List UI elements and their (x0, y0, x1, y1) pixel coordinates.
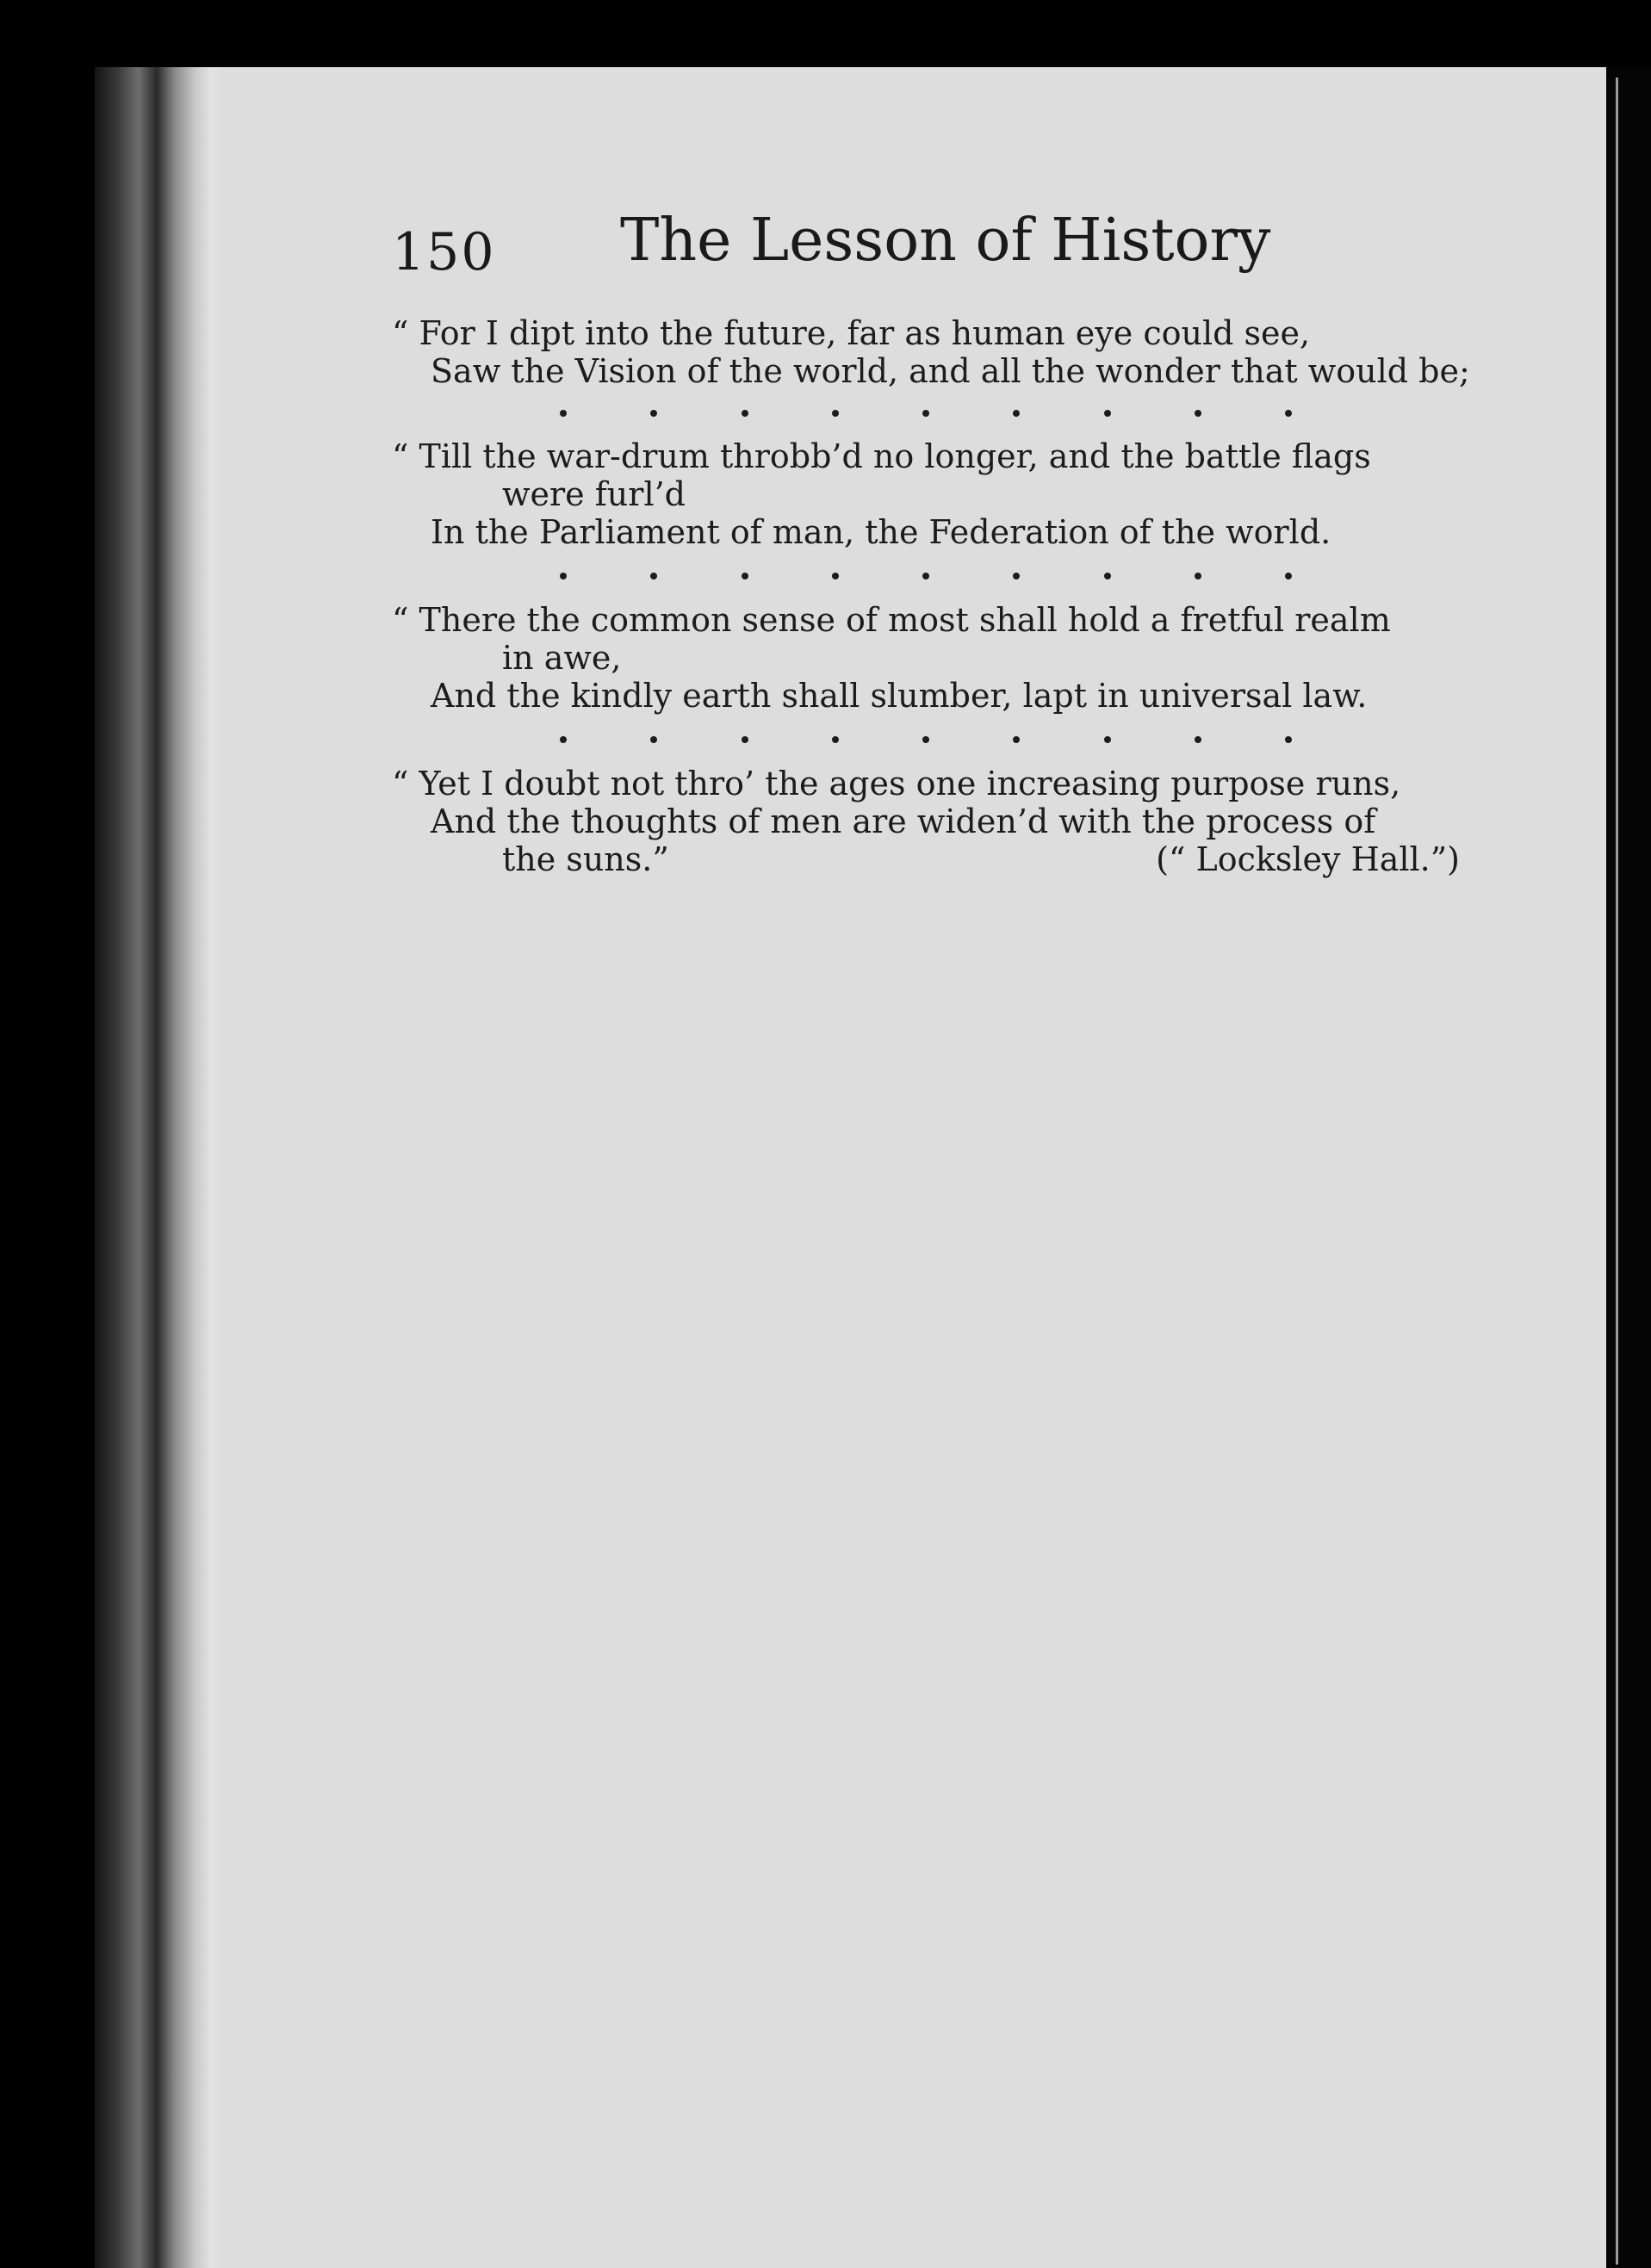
ellipsis-dot (560, 410, 567, 417)
ellipsis-dot (1195, 410, 1201, 417)
ellipsis-row (560, 573, 1292, 590)
ellipsis-dot (1285, 736, 1292, 743)
verse-line: “ There the common sense of most shall hold a fretful realm (392, 601, 1391, 639)
verse-line: Saw the Vision of the world, and all the wonder that would be; (431, 352, 1470, 390)
stanza-1 (392, 314, 1470, 390)
ellipsis-dot (1104, 736, 1111, 743)
verse-line-final (392, 840, 1460, 878)
ellipsis-dot (650, 736, 657, 743)
verse-line: And the kindly earth shall slumber, lapt in universal law. (431, 677, 1368, 715)
verse-line: And the thoughts of men are widen’d with the process of (431, 802, 1376, 840)
ellipsis-dot (1195, 736, 1201, 743)
stanza-2 (392, 437, 1460, 551)
verse-line: “ For I dipt into the future, far as human eye could see, (392, 314, 1311, 352)
ellipsis-dot (560, 573, 567, 579)
book-spine (95, 67, 224, 2268)
page-header (392, 207, 1425, 293)
ellipsis-dot (650, 410, 657, 417)
ellipsis-row (560, 736, 1292, 753)
page-number: 150 (392, 222, 496, 282)
ellipsis-dot (1013, 736, 1020, 743)
ellipsis-dot (560, 736, 567, 743)
ellipsis-dot (742, 410, 748, 417)
ellipsis-dot (1013, 573, 1020, 579)
ellipsis-dot (1104, 573, 1111, 579)
verse-line: in awe, (502, 639, 622, 677)
ellipsis-dot (742, 736, 748, 743)
ellipsis-dot (1195, 573, 1201, 579)
right-page-edge (1606, 67, 1651, 2268)
page-surface (224, 67, 1606, 2268)
verse-line: In the Parliament of man, the Federation of the world. (431, 513, 1331, 551)
verse-line: “ Yet I doubt not thro’ the ages one increasing purpose runs, (392, 765, 1401, 802)
ellipsis-dot (1285, 573, 1292, 579)
poem-attribution: (“ Locksley Hall.”) (1156, 840, 1460, 878)
ellipsis-dot (650, 573, 657, 579)
ellipsis-dot (742, 573, 748, 579)
ellipsis-dot (922, 573, 929, 579)
stanza-3 (392, 601, 1460, 715)
running-title: The Lesson of History (620, 207, 1271, 275)
ellipsis-dot (832, 410, 839, 417)
ellipsis-dot (832, 736, 839, 743)
ellipsis-dot (1285, 410, 1292, 417)
ellipsis-dot (922, 410, 929, 417)
ellipsis-row (560, 410, 1292, 427)
ellipsis-dot (922, 736, 929, 743)
ellipsis-dot (1104, 410, 1111, 417)
stanza-4 (392, 765, 1460, 878)
verse-line-text: the suns.” (502, 840, 669, 878)
verse-line: “ Till the war-drum throbb’d no longer, and the battle flags (392, 437, 1371, 475)
ellipsis-dot (832, 573, 839, 579)
right-edge-rule (1616, 77, 1618, 2265)
ellipsis-dot (1013, 410, 1020, 417)
verse-line: were furl’d (502, 475, 686, 513)
